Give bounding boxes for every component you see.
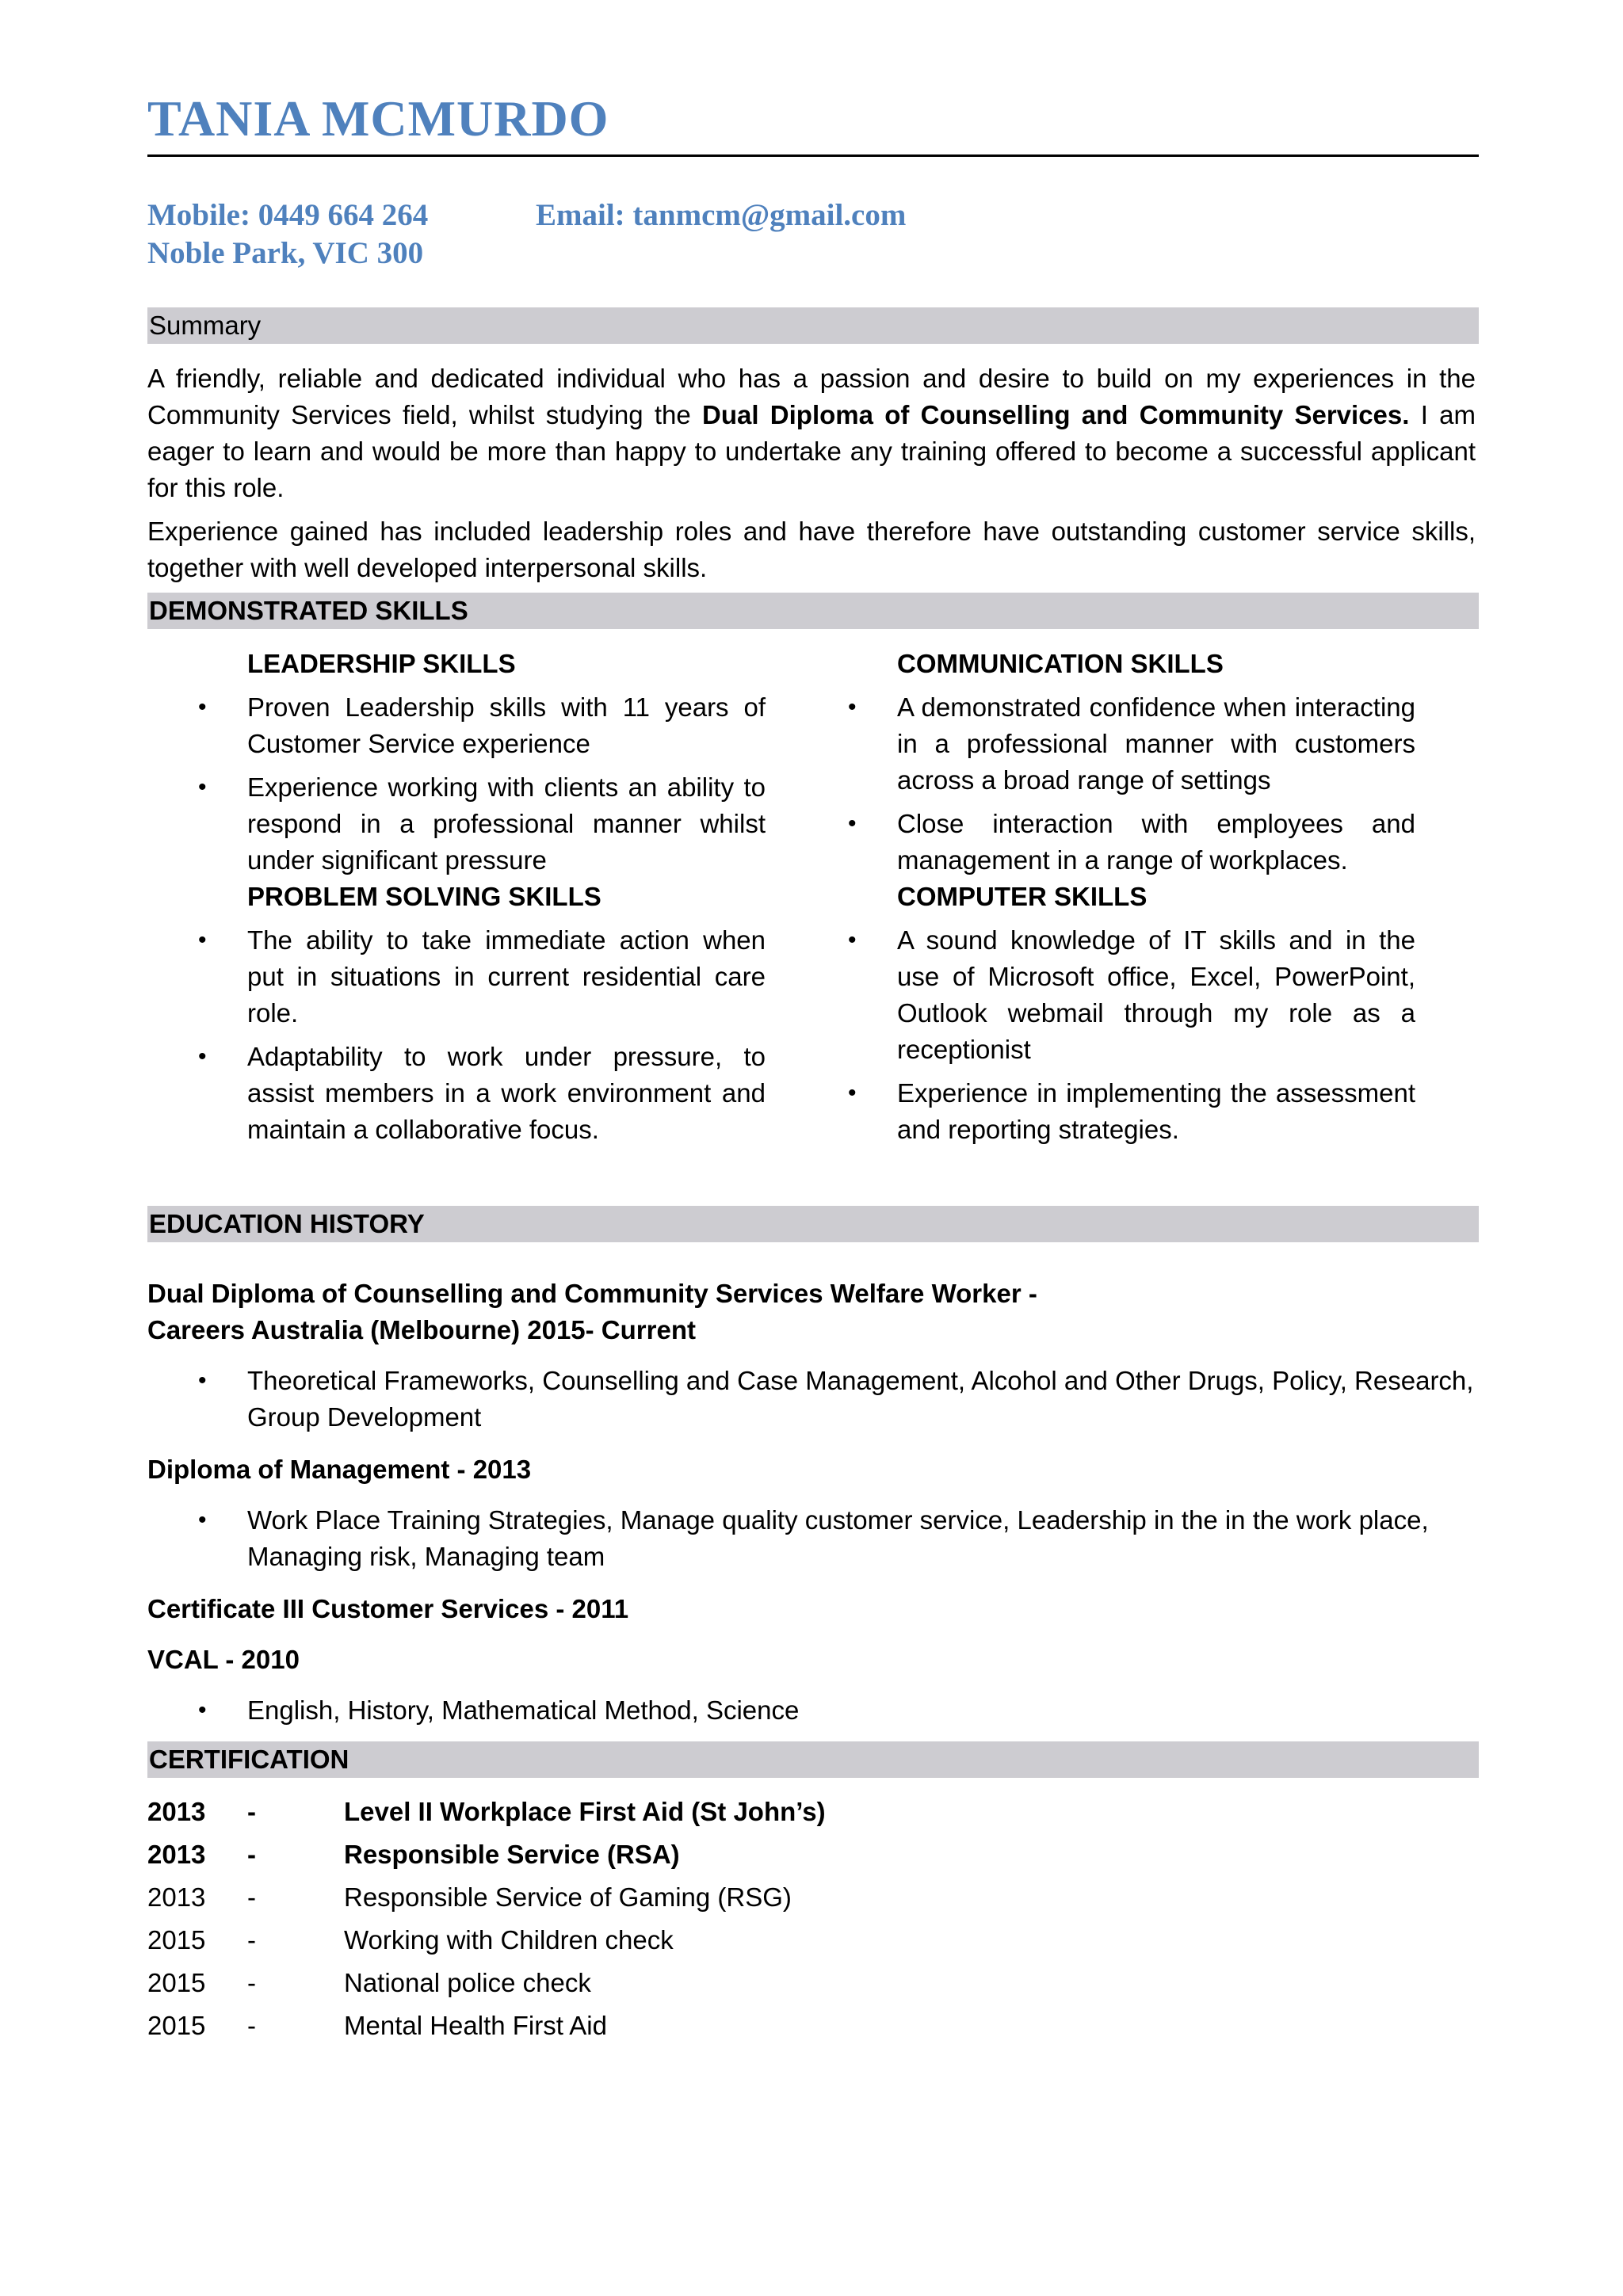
bullet-icon: • xyxy=(198,1697,207,1723)
education-entry xyxy=(147,1276,1479,1436)
skills-right-column xyxy=(797,646,1415,1155)
education-title: Certificate III Customer Services - 2011 xyxy=(147,1594,629,1623)
list-item: • Theoretical Frameworks, Counselling and Case Management, Alcohol and Other Drugs, Policy, Research, Group Development xyxy=(147,1363,1547,1436)
bullet-icon: • xyxy=(198,1043,207,1070)
skills-heading: DEMONSTRATED SKILLS xyxy=(147,593,1479,629)
skills-left-column xyxy=(147,646,766,1155)
mobile-number: Mobile: 0449 664 264 xyxy=(147,198,429,232)
list-item: • Proven Leadership skills with 11 years of Customer Service experience xyxy=(147,689,766,762)
bullet-icon: • xyxy=(848,810,857,837)
education-entry xyxy=(147,1591,1479,1627)
candidate-name: TANIA MCMURDO xyxy=(147,90,609,147)
cert-name: Working with Children check xyxy=(344,1925,674,1955)
certification-heading: CERTIFICATION xyxy=(147,1741,1479,1778)
bullet-icon: • xyxy=(848,1080,857,1106)
cert-year: 2013 xyxy=(147,1840,206,1869)
list-item: • A demonstrated confidence when interacting in a professional manner with customers across a broad range of settings xyxy=(797,689,1415,799)
list-item: • Work Place Training Strategies, Manage quality customer service, Leadership in the in the work place, Managing risk, Managing team xyxy=(147,1502,1547,1575)
cert-name: Mental Health First Aid xyxy=(344,2011,607,2040)
list-item: • Close interaction with employees and management in a range of workplaces. xyxy=(797,806,1415,879)
cert-dash: - xyxy=(247,1968,256,1997)
list-item: • Adaptability to work under pressure, to assist members in a work environment and maintain a collaborative focus. xyxy=(147,1039,766,1148)
computer-skills-title: COMPUTER SKILLS xyxy=(897,882,1148,911)
bullet-icon: • xyxy=(848,927,857,953)
education-title: VCAL - 2010 xyxy=(147,1645,300,1674)
cert-dash: - xyxy=(247,1797,256,1826)
summary-paragraph-1: A friendly, reliable and dedicated individual who has a passion and desire to build on my experiences in the Community Services field, whilst studying the Dual Diploma of Counselling and Community Services. I am eager to learn and would be more than happy to undertake any training offered to become a successful applicant for this role. xyxy=(147,364,1476,502)
bullet-icon: • xyxy=(198,1507,207,1533)
communication-skills-title: COMMUNICATION SKILLS xyxy=(897,649,1224,678)
cert-year: 2015 xyxy=(147,2011,206,2040)
cert-name: Level II Workplace First Aid (St John’s) xyxy=(344,1797,826,1826)
education-title: Diploma of Management - 2013 xyxy=(147,1455,532,1484)
education-title: Dual Diploma of Counselling and Community Services Welfare Worker - xyxy=(147,1279,1037,1308)
cert-name: Responsible Service of Gaming (RSG) xyxy=(344,1882,792,1912)
cert-dash: - xyxy=(247,1840,256,1869)
education-entry xyxy=(147,1642,1479,1729)
cert-year: 2015 xyxy=(147,1968,206,1997)
list-item: • English, History, Mathematical Method, Science xyxy=(147,1692,1547,1729)
bullet-icon: • xyxy=(198,1367,207,1394)
summary-paragraph-2: Experience gained has included leadership roles and have therefore have outstanding customer service skills, together with well developed interpersonal skills. xyxy=(147,517,1476,582)
cert-dash: - xyxy=(247,1925,256,1955)
problem-solving-skills-title: PROBLEM SOLVING SKILLS xyxy=(247,882,601,911)
bullet-icon: • xyxy=(198,927,207,953)
cert-year: 2013 xyxy=(147,1882,206,1912)
education-institution: Careers Australia (Melbourne) 2015- Current xyxy=(147,1315,696,1344)
cert-dash: - xyxy=(247,1882,256,1912)
cert-name: Responsible Service (RSA) xyxy=(344,1840,680,1869)
leadership-skills-title: LEADERSHIP SKILLS xyxy=(247,649,516,678)
email-address: Email: tanmcm@gmail.com xyxy=(536,198,907,232)
bullet-icon: • xyxy=(198,694,207,720)
bullet-icon: • xyxy=(198,774,207,800)
summary-heading: Summary xyxy=(147,307,1479,344)
education-heading: EDUCATION HISTORY xyxy=(147,1206,1479,1242)
header-divider xyxy=(147,154,1479,157)
location: Noble Park, VIC 300 xyxy=(147,236,424,270)
cert-dash: - xyxy=(247,2011,256,2040)
list-item: • The ability to take immediate action when put in situations in current residential care role. xyxy=(147,922,766,1032)
cert-year: 2015 xyxy=(147,1925,206,1955)
cert-year: 2013 xyxy=(147,1797,206,1826)
list-item: • Experience working with clients an ability to respond in a professional manner whilst under significant pressure xyxy=(147,769,766,879)
education-entry xyxy=(147,1451,1479,1575)
list-item: • Experience in implementing the assessment and reporting strategies. xyxy=(797,1075,1415,1148)
list-item: • A sound knowledge of IT skills and in the use of Microsoft office, Excel, PowerPoint, Outlook webmail through my role as a receptionist xyxy=(797,922,1415,1068)
bullet-icon: • xyxy=(848,694,857,720)
cert-name: National police check xyxy=(344,1968,591,1997)
